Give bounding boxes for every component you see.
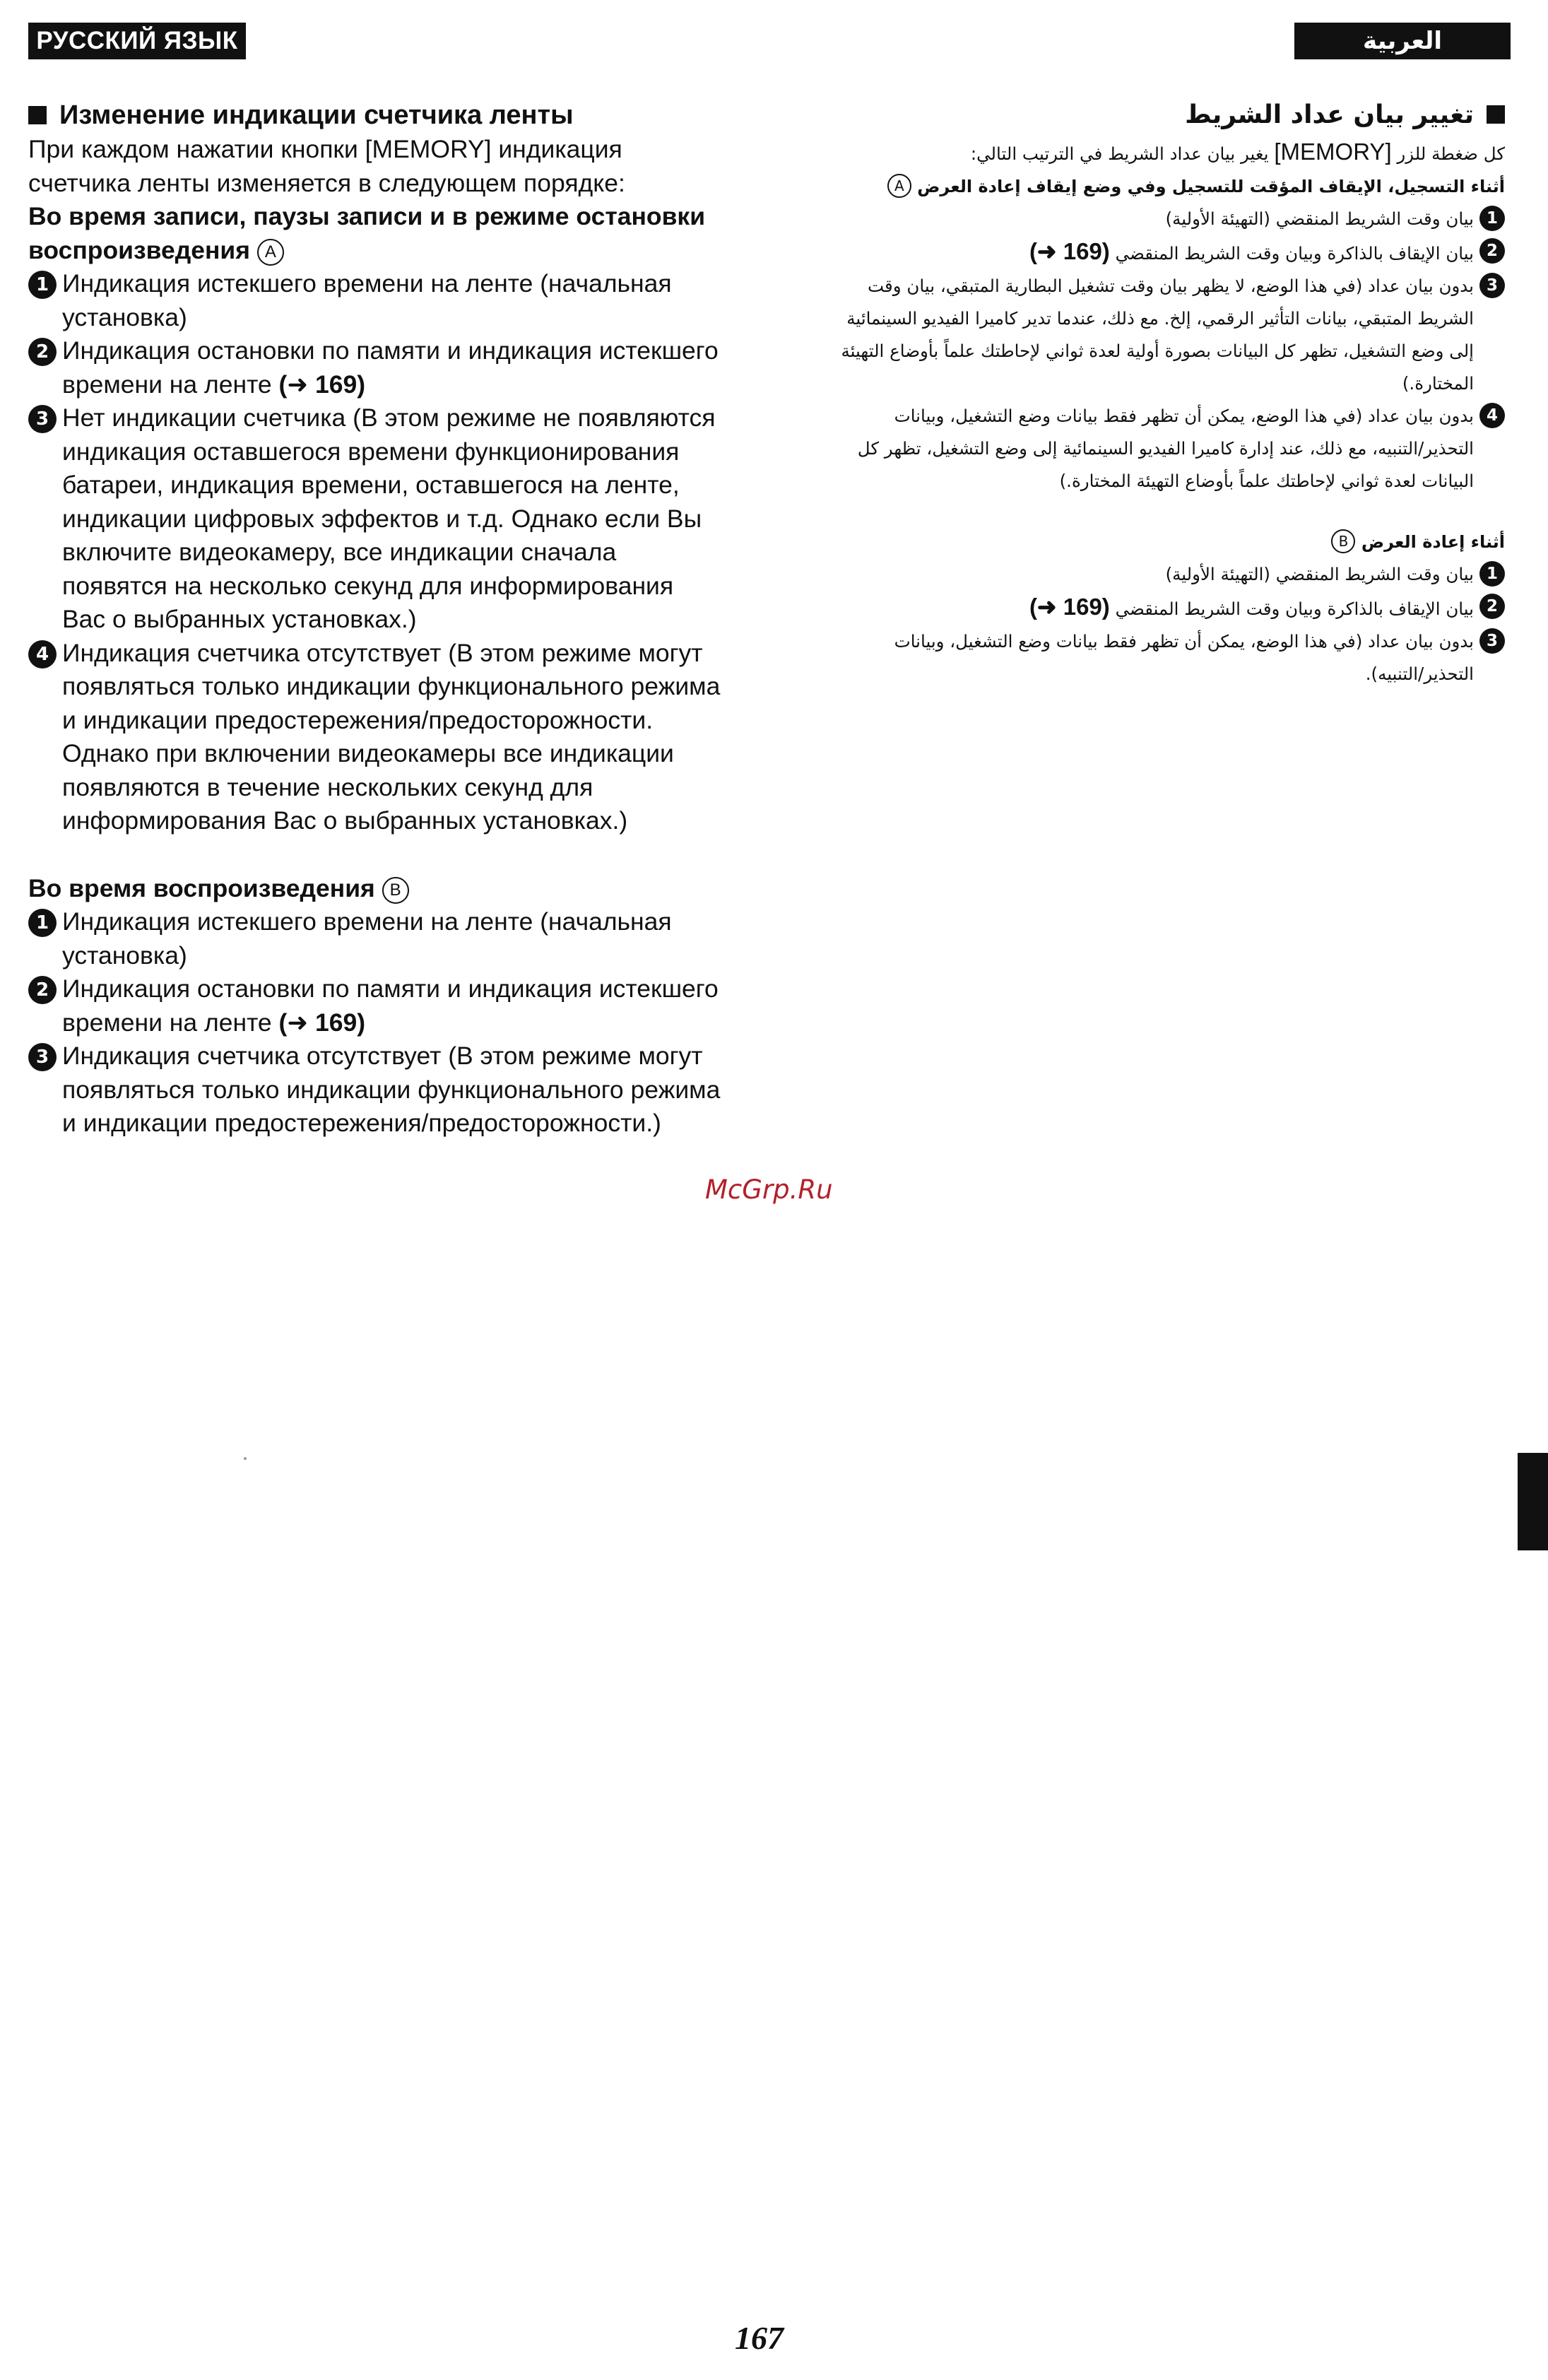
list-item: 2 Индикация остановки по памяти и индикация истекшего времени на ленте (➜ 169) xyxy=(28,334,721,401)
list-item: 1 بيان وقت الشريط المنقضي (التهيئة الأولية) xyxy=(841,203,1505,235)
marker-a-icon: A xyxy=(257,239,284,266)
ar-section-title: تغيير بيان عداد الشريط xyxy=(841,95,1505,136)
number-2-icon: 2 xyxy=(28,976,57,1004)
number-4-icon: 4 xyxy=(28,640,57,668)
number-3-icon: 3 xyxy=(1479,628,1505,654)
number-2-icon: 2 xyxy=(1479,238,1505,264)
list-item: 1 بيان وقت الشريط المنقضي (التهيئة الأولية) xyxy=(841,558,1505,591)
list-item: 2 Индикация остановки по памяти и индикация истекшего времени на ленте (➜ 169) xyxy=(28,972,721,1039)
list-item: 1 Индикация истекшего времени на ленте (начальная установка) xyxy=(28,267,721,334)
arabic-column xyxy=(841,95,1505,690)
number-4-icon: 4 xyxy=(1479,403,1505,428)
square-bullet-icon xyxy=(1487,105,1505,124)
ru-intro: При каждом нажатии кнопки [MEMORY] индикация счетчика ленты изменяется в следующем порядке: xyxy=(28,135,625,197)
ar-intro: كل ضغطة للزر [MEMORY] يغير بيان عداد الشريط في الترتيب التالي: xyxy=(970,139,1505,165)
list-item: 3 Индикация счетчика отсутствует (В этом режиме могут появляться только индикации функционального режима и индикации предостережения/предосторожности.) xyxy=(28,1039,721,1141)
list-item: 3 بدون بيان عداد (في هذا الوضع، لا يظهر بيان وقت تشغيل البطارية المتبقي، بيان وقت الشريط المتبقي، بيانات التأثير الرقمي، إلخ. مع ذلك، عندما تدير كاميرا الفيديو السينمائية إلى وضع التشغيل، تظهر كل البيانات بصورة أولية لعدة ثواني لإحاطتك علماً بأوضاع التهيئة المختارة.) xyxy=(841,270,1505,400)
list-item: 2 بيان الإيقاف بالذاكرة وبيان وقت الشريط المنقضي (➜ 169) xyxy=(841,591,1505,625)
number-2-icon: 2 xyxy=(28,338,57,366)
arabic-language-tab: العربية xyxy=(1294,23,1511,59)
number-1-icon: 1 xyxy=(28,909,57,937)
ru-subheading-b: Во время воспроизведения B xyxy=(28,872,721,906)
marker-b-icon: B xyxy=(1331,529,1355,553)
list-item: 2 بيان الإيقاف بالذاكرة وبيان وقت الشريط المنقضي (➜ 169) xyxy=(841,235,1505,270)
ru-section-title: Изменение индикации счетчика ленты xyxy=(28,98,721,133)
ar-subheading-a: أثناء التسجيل، الإيقاف المؤقت للتسجيل وفي وضع إيقاف إعادة العرض A xyxy=(841,170,1505,203)
list-item: 3 بدون بيان عداد (في هذا الوضع، يمكن أن تظهر فقط بيانات وضع التشغيل، وبيانات التحذير/التنبيه). xyxy=(841,625,1505,690)
page-reference: (➜ 169) xyxy=(1029,238,1110,264)
ar-subheading-b: أثناء إعادة العرض B xyxy=(841,526,1505,558)
ru-subheading-a: Во время записи, паузы записи и в режиме остановки воспроизведения A xyxy=(28,202,706,264)
number-1-icon: 1 xyxy=(1479,561,1505,587)
watermark: McGrp.Ru xyxy=(705,1174,833,1205)
side-index-tab xyxy=(1518,1453,1548,1550)
number-3-icon: 3 xyxy=(1479,273,1505,298)
marker-a-icon: A xyxy=(887,174,911,198)
page-number: 167 xyxy=(735,2320,784,2356)
number-2-icon: 2 xyxy=(1479,594,1505,619)
list-item: 3 Нет индикации счетчика (В этом режиме не появляются индикация оставшегося времени функционирования батареи, индикация времени, оставшегося на ленте, индикации цифровых эффектов и т.д. Однако если Вы включите видеокамеру, все индикации сначала появятся на несколько секунд для информирования Вас о выбранных установках.) xyxy=(28,401,721,637)
russian-column xyxy=(28,98,721,1141)
page-reference: (➜ 169) xyxy=(278,1008,366,1037)
number-3-icon: 3 xyxy=(28,1043,57,1071)
page-reference: (➜ 169) xyxy=(1029,594,1110,620)
number-1-icon: 1 xyxy=(1479,206,1505,231)
russian-language-tab: РУССКИЙ ЯЗЫК xyxy=(28,23,246,59)
page-reference: (➜ 169) xyxy=(278,370,366,399)
number-3-icon: 3 xyxy=(28,405,57,433)
square-bullet-icon xyxy=(28,106,47,124)
list-item: 4 بدون بيان عداد (في هذا الوضع، يمكن أن تظهر فقط بيانات وضع التشغيل، وبيانات التحذير/التنبيه، مع ذلك، عند إدارة كاميرا الفيديو السينمائية إلى وضع التشغيل، تظهر كل البيانات لعدة ثواني لإحاطتك علماً بأوضاع التهيئة المختارة.) xyxy=(841,400,1505,497)
number-1-icon: 1 xyxy=(28,271,57,299)
list-item: 1 Индикация истекшего времени на ленте (начальная установка) xyxy=(28,905,721,972)
list-item: 4 Индикация счетчика отсутствует (В этом режиме могут появляться только индикации функционального режима и индикации предостережения/предосторожности. Однако при включении видеокамеры все индикации появляются в течение нескольких секунд для информирования Вас о выбранных установках.) xyxy=(28,637,721,838)
marker-b-icon: B xyxy=(382,877,409,904)
speck xyxy=(244,1457,247,1460)
